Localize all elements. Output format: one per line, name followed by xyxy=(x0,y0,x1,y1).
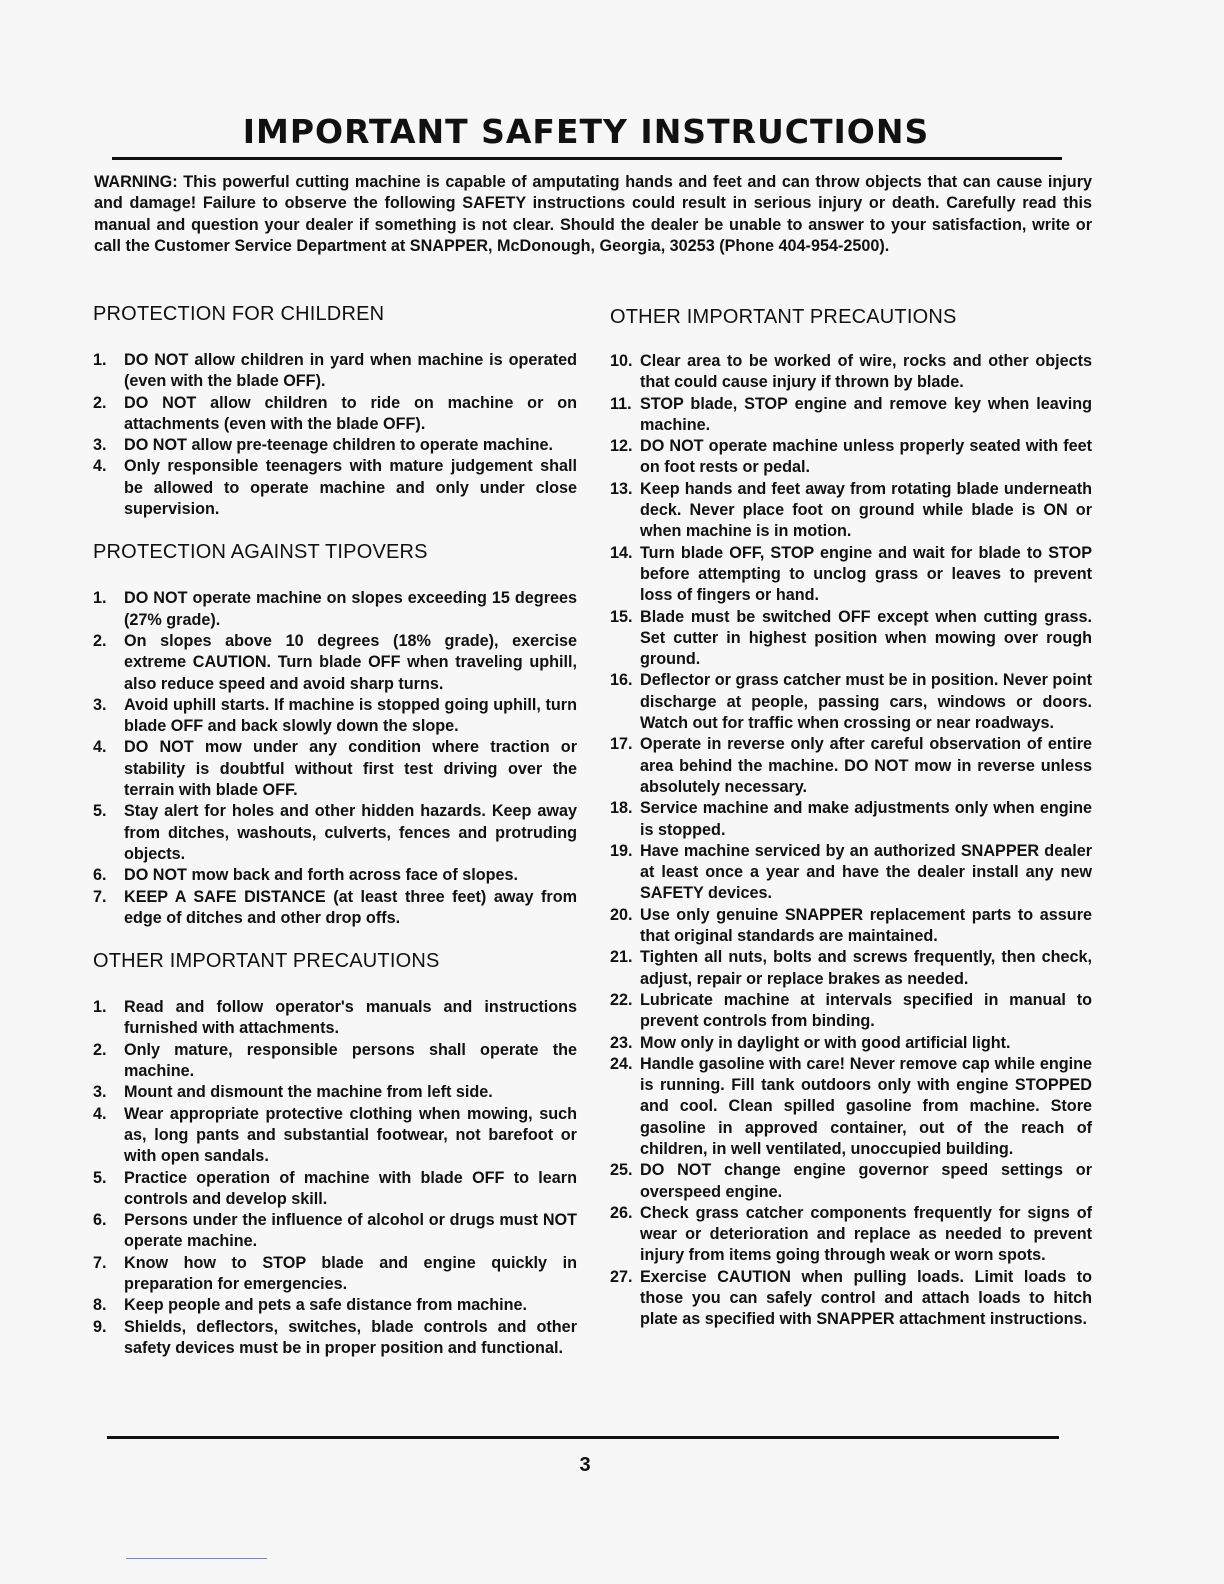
list-item: 7. KEEP A SAFE DISTANCE (at least three feet) away from edge of ditches and other drop offs. xyxy=(93,887,577,927)
children-list xyxy=(93,350,577,520)
list-item: 14. Turn blade OFF, STOP engine and wait for blade to STOP before attempting to unclog grass or leaves to prevent loss of fingers or hand. xyxy=(610,543,1092,605)
list-item: 1. DO NOT operate machine on slopes exceeding 15 degrees (27% grade). xyxy=(93,589,577,629)
section-heading-tipovers: PROTECTION AGAINST TIPOVERS xyxy=(93,541,428,564)
list-item: 13. Keep hands and feet away from rotating blade underneath deck. Never place foot on ground while blade is ON or when machine is in motion. xyxy=(610,479,1092,541)
list-item: 3. Mount and dismount the machine from left side. xyxy=(93,1083,493,1102)
other-precautions-left-list xyxy=(93,997,577,1359)
list-item: 8. Keep people and pets a safe distance from machine. xyxy=(93,1296,528,1315)
list-item: 24. Handle gasoline with care! Never remove cap while engine is running. Fill tank outdoors only with engine STOPPED and cool. Clean spilled gasoline from machine. Store gasoline in approved container, out of the reach of children, in well ventilated, unoccupied building. xyxy=(610,1054,1092,1158)
warning-paragraph: WARNING: This powerful cutting machine is capable of amputating hands and feet and can throw objects that can cause injury and damage! Failure to observe the following SAFETY instructions could result in serious injury or death. Carefully read this manual and question your dealer if something is not clear. Should the dealer be unable to answer to your satisfaction, write or call the Customer Service Department at SNAPPER, McDonough, Georgia, 30253 (Phone 404-954-2500). xyxy=(94,173,1092,256)
list-item: 19. Have machine serviced by an authorized SNAPPER dealer at least once a year and have the dealer install any new SAFETY devices. xyxy=(610,841,1092,903)
list-item: 4. Wear appropriate protective clothing when mowing, such as, long pants and substantial footwear, not barefoot or with open sandals. xyxy=(93,1104,577,1166)
list-item: 3. DO NOT allow pre-teenage children to operate machine. xyxy=(93,436,554,455)
list-item: 11. STOP blade, STOP engine and remove key when leaving machine. xyxy=(610,394,1092,434)
scan-artifact-line xyxy=(126,1558,267,1559)
list-item: 23. Mow only in daylight or with good artificial light. xyxy=(610,1033,1011,1052)
list-item: 22. Lubricate machine at intervals specified in manual to prevent controls from binding. xyxy=(610,990,1092,1031)
list-item: 16. Deflector or grass catcher must be in position. Never point discharge at people, passing cars, windows or doors. Watch out for traffic when crossing or near roadways. xyxy=(610,671,1092,733)
list-item: 3. Avoid uphill starts. If machine is stopped going uphill, turn blade OFF and back slowly down the slope. xyxy=(93,695,577,736)
list-item: 9. Shields, deflectors, switches, blade controls and other safety devices must be in proper position and functional. xyxy=(93,1317,577,1357)
list-item: 15. Blade must be switched OFF except when cutting grass. Set cutter in highest position when mowing over rough ground. xyxy=(610,607,1092,669)
list-item: 7. Know how to STOP blade and engine quickly in preparation for emergencies. xyxy=(93,1253,577,1293)
list-item: 2. DO NOT allow children to ride on machine or on attachments (even with the blade OFF). xyxy=(93,393,577,433)
bottom-rule xyxy=(107,1436,1059,1439)
list-item: 6. DO NOT mow back and forth across face of slopes. xyxy=(93,866,518,885)
list-item: 5. Practice operation of machine with blade OFF to learn controls and develop skill. xyxy=(93,1168,577,1208)
list-item: 26. Check grass catcher components frequently for signs of wear or deterioration and replace as needed to prevent injury from items going through weak or worn spots. xyxy=(610,1203,1092,1265)
section-heading-other-left: OTHER IMPORTANT PRECAUTIONS xyxy=(93,950,440,973)
list-item: 1. DO NOT allow children in yard when machine is operated (even with the blade OFF). xyxy=(93,351,577,391)
right-column xyxy=(610,303,1092,1331)
list-item: 2. On slopes above 10 degrees (18% grade), exercise extreme CAUTION. Turn blade OFF when traveling uphill, also reduce speed and avoid sharp turns. xyxy=(93,631,577,693)
list-item: 20. Use only genuine SNAPPER replacement parts to assure that original standards are maintained. xyxy=(610,905,1092,946)
list-item: 4. Only responsible teenagers with mature judgement shall be allowed to operate machine and only under close supervision. xyxy=(93,457,577,519)
page-number: 3 xyxy=(579,1454,591,1476)
list-item: 1. Read and follow operator's manuals and instructions furnished with attachments. xyxy=(93,998,577,1038)
list-item: 27. Exercise CAUTION when pulling loads. Limit loads to those you can safely control and attach loads to hitch plate as specified with SNAPPER attachment instructions. xyxy=(610,1267,1092,1329)
section-heading-other-right: OTHER IMPORTANT PRECAUTIONS xyxy=(610,306,957,328)
list-item: 2. Only mature, responsible persons shall operate the machine. xyxy=(93,1040,577,1081)
page-title: IMPORTANT SAFETY INSTRUCTIONS xyxy=(242,112,930,151)
top-rule xyxy=(112,157,1062,160)
list-item: 4. DO NOT mow under any condition where traction or stability is doubtful without first test driving over the terrain with blade OFF. xyxy=(93,738,577,800)
list-item: 10. Clear area to be worked of wire, rocks and other objects that could cause injury if thrown by blade. xyxy=(610,352,1092,392)
other-precautions-right-list xyxy=(610,351,1092,1331)
section-heading-children: PROTECTION FOR CHILDREN xyxy=(93,303,385,325)
list-item: 5. Stay alert for holes and other hidden hazards. Keep away from ditches, washouts, culverts, fences and protruding objects. xyxy=(93,802,577,863)
list-item: 12. DO NOT operate machine unless properly seated with feet on foot rests or pedal. xyxy=(610,437,1092,477)
left-column xyxy=(93,300,577,1359)
tipovers-list xyxy=(93,588,577,929)
list-item: 6. Persons under the influence of alcohol or drugs must NOT operate machine. xyxy=(93,1211,577,1251)
list-item: 25. DO NOT change engine governor speed settings or overspeed engine. xyxy=(610,1161,1092,1201)
list-item: 17. Operate in reverse only after careful observation of entire area behind the machine. DO NOT mow in reverse unless absolutely necessary. xyxy=(610,735,1092,796)
list-item: 18. Service machine and make adjustments only when engine is stopped. xyxy=(610,799,1092,839)
list-item: 21. Tighten all nuts, bolts and screws frequently, then check, adjust, repair or replace brakes as needed. xyxy=(610,948,1092,988)
